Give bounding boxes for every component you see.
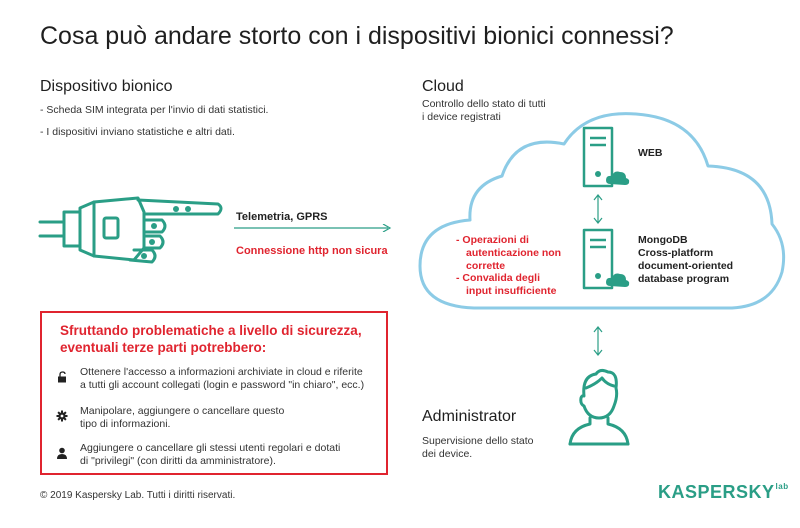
connection-warning: Connessione http non sicura <box>236 245 388 257</box>
cloud-issue-1-line-3: corrette <box>466 260 506 272</box>
cloud-issue-2-line-2: input insufficiente <box>466 285 557 297</box>
connection-arrow <box>234 224 394 232</box>
admin-link-arrow <box>592 326 604 356</box>
database-server-label <box>638 234 733 286</box>
admin-heading: Administrator <box>422 408 517 425</box>
warning-item-3 <box>80 442 380 468</box>
device-bullet-1: - Scheda SIM integrata per l'invio di dati statistici. <box>40 104 269 116</box>
warning-item-2 <box>80 405 380 431</box>
cloud-heading: Cloud <box>422 78 464 95</box>
logo-suffix: lab <box>775 482 789 491</box>
administrator-icon <box>566 366 632 448</box>
cloud-issue-1-line-1: - Operazioni di <box>456 234 529 246</box>
cloud-issue-1 <box>456 234 561 273</box>
security-warning-box <box>40 311 388 475</box>
unlock-icon <box>56 371 68 383</box>
cloud-description-1: Controllo dello stato di tutti <box>422 98 546 110</box>
warning-item-2-line-2: tipo di informazioni. <box>80 418 171 430</box>
device-heading: Dispositivo bionico <box>40 78 173 95</box>
warning-item-1-line-2: a tutti gli account collegati (login e password "in chiaro", ecc.) <box>80 379 365 391</box>
database-server-icon <box>582 228 632 292</box>
server-link-arrow <box>592 194 604 224</box>
web-server-icon <box>582 126 632 190</box>
warning-item-3-line-2: di "privilegi" (con diritti da amministratore). <box>80 455 276 467</box>
warning-item-3-line-1: Aggiungere o cancellare gli stessi utenti regolari e dotati <box>80 442 341 454</box>
admin-description-2: dei device. <box>422 448 473 460</box>
page-title: Cosa può andare storto con i dispositivi bionici connessi? <box>40 22 674 50</box>
database-label-line-3: document-oriented <box>638 260 734 272</box>
database-label-line-2: Cross-platform <box>638 247 714 259</box>
cloud-description-2: i device registrati <box>422 111 501 123</box>
gear-icon <box>56 410 68 422</box>
cloud-issue-1-line-2: autenticazione non <box>466 247 562 259</box>
warning-item-2-line-1: Manipolare, aggiungere o cancellare questo <box>80 405 285 417</box>
warning-title-line-2: eventuali terze parti potrebbero: <box>60 340 267 355</box>
connection-label: Telemetria, GPRS <box>236 211 328 223</box>
copyright-footer: © 2019 Kaspersky Lab. Tutti i diritti riservati. <box>40 490 236 501</box>
warning-item-1-line-1: Ottenere l'accesso a informazioni archiviate in cloud e riferite <box>80 366 363 378</box>
warning-item-1 <box>80 366 380 392</box>
database-label-line-4: database program <box>638 273 730 285</box>
database-label-line-1: MongoDB <box>638 234 688 246</box>
warning-title <box>60 322 390 356</box>
device-bullet-2: - I dispositivi inviano statistiche e altri dati. <box>40 126 235 138</box>
cloud-issue-2-line-1: - Convalida degli <box>456 272 541 284</box>
kaspersky-logo <box>658 482 789 503</box>
warning-title-line-1: Sfruttando problematiche a livello di sicurezza, <box>60 323 362 338</box>
admin-description-1: Supervisione dello stato <box>422 435 534 447</box>
bionic-hand-icon <box>38 190 228 268</box>
user-icon <box>56 447 68 459</box>
web-server-label: WEB <box>638 147 663 159</box>
logo-name: KASPERSKY <box>658 482 775 502</box>
cloud-issue-2 <box>456 272 556 298</box>
